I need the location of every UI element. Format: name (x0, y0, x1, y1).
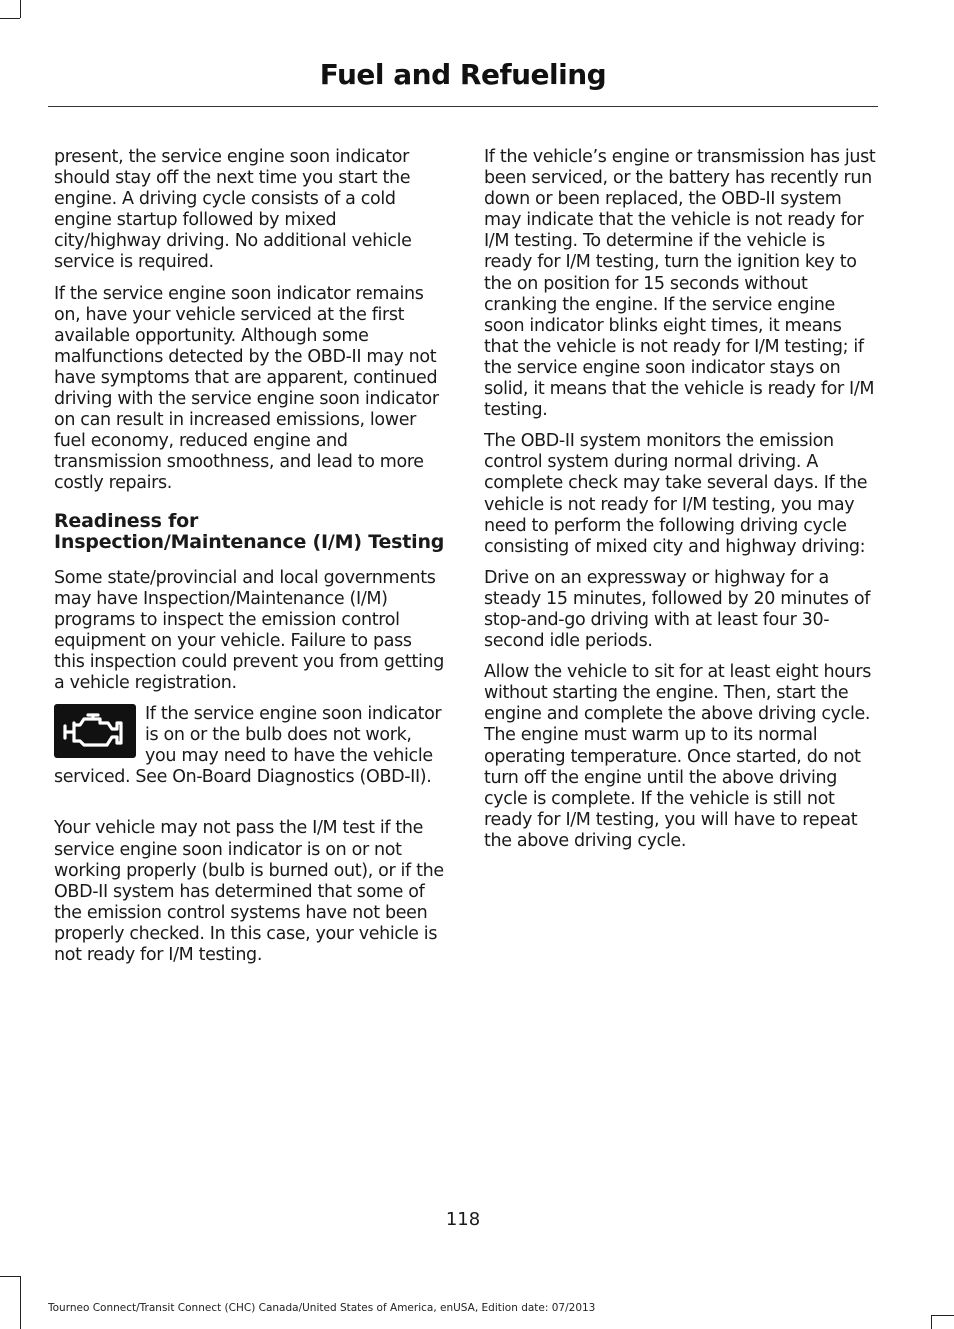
warning-note-text: If the service engine soon indicator is on or the bulb does not work, you may need to have the vehicle serviced. See On-Board Diagnostics (OBD-II). (54, 704, 442, 788)
paragraph: Allow the vehicle to sit for at least eight hours without starting the engine. Then, start the engine and complete the above driving cycle. The engine must warm up to its normal operating temperature. Once started, do not turn off the engine until the above driving cycle is complete. If the vehicle is still not ready for I/M testing, you will have to repeat the above driving cycle. (484, 662, 871, 851)
crop-mark (931, 1315, 954, 1316)
paragraph: The OBD-II system monitors the emission control system during normal driving. A complete check may take several days. If the vehicle is not ready for I/M testing, you may need to perform the following driving cycle consisting of mixed city and highway driving: (484, 431, 868, 557)
warning-note (54, 704, 446, 788)
paragraph: Your vehicle may not pass the I/M test if the service engine soon indicator is on or not working properly (bulb is burned out), or if the OBD-II system has determined that some of the emission control systems have not been properly checked. In this case, your vehicle is not ready for I/M testing. (54, 818, 444, 965)
page-title: Fuel and Refueling (319, 58, 607, 91)
crop-mark (931, 1315, 932, 1329)
crop-mark (0, 1276, 20, 1277)
left-column (54, 147, 446, 976)
check-engine-icon (54, 704, 136, 758)
right-column (484, 147, 876, 862)
paragraph: Drive on an expressway or highway for a steady 15 minutes, followed by 20 minutes of stop-and-go driving with at least four 30-second idle periods. (484, 567, 871, 652)
paragraph: present, the service engine soon indicator should stay off the next time you start the engine. A driving cycle consists of a cold engine startup followed by mixed city/highway driving. No additional vehicle service is required. (54, 147, 412, 273)
section-heading: Readiness for Inspection/Maintenance (I/M) Testing (54, 509, 445, 553)
page-number: 118 (445, 1209, 481, 1230)
crop-mark (0, 18, 20, 19)
paragraph: Some state/provincial and local governments may have Inspection/Maintenance (I/M) programs to inspect the emission control equipment on your vehicle. Failure to pass this inspection could prevent you from getting a vehicle registration. (54, 567, 444, 693)
header-divider (48, 106, 878, 107)
paragraph: If the service engine soon indicator remains on, have your vehicle serviced at the first available opportunity. Although some malfunctions detected by the OBD-II may not have symptoms that are apparent, continued driving with the service engine soon indicator on can result in increased emissions, lower fuel economy, reduced engine and transmission smoothness, and lead to more costly repairs. (54, 283, 439, 494)
crop-mark (20, 1276, 21, 1329)
crop-mark (20, 0, 21, 18)
footer-edition: Tourneo Connect/Transit Connect (CHC) Canada/United States of America, enUSA, Edition date: 07/2013 (48, 1302, 596, 1314)
paragraph: If the vehicle’s engine or transmission has just been serviced, or the battery has recently run down or been replaced, the OBD-II system may indicate that the vehicle is not ready for I/M testing. To determine if the vehicle is ready for I/M testing, turn the ignition key to the on position for 15 seconds without cranking the engine. If the service engine soon indicator blinks eight times, it means that the vehicle is not ready for I/M testing; if the service engine soon indicator stays on solid, it means that the vehicle is ready for I/M testing. (484, 147, 876, 421)
